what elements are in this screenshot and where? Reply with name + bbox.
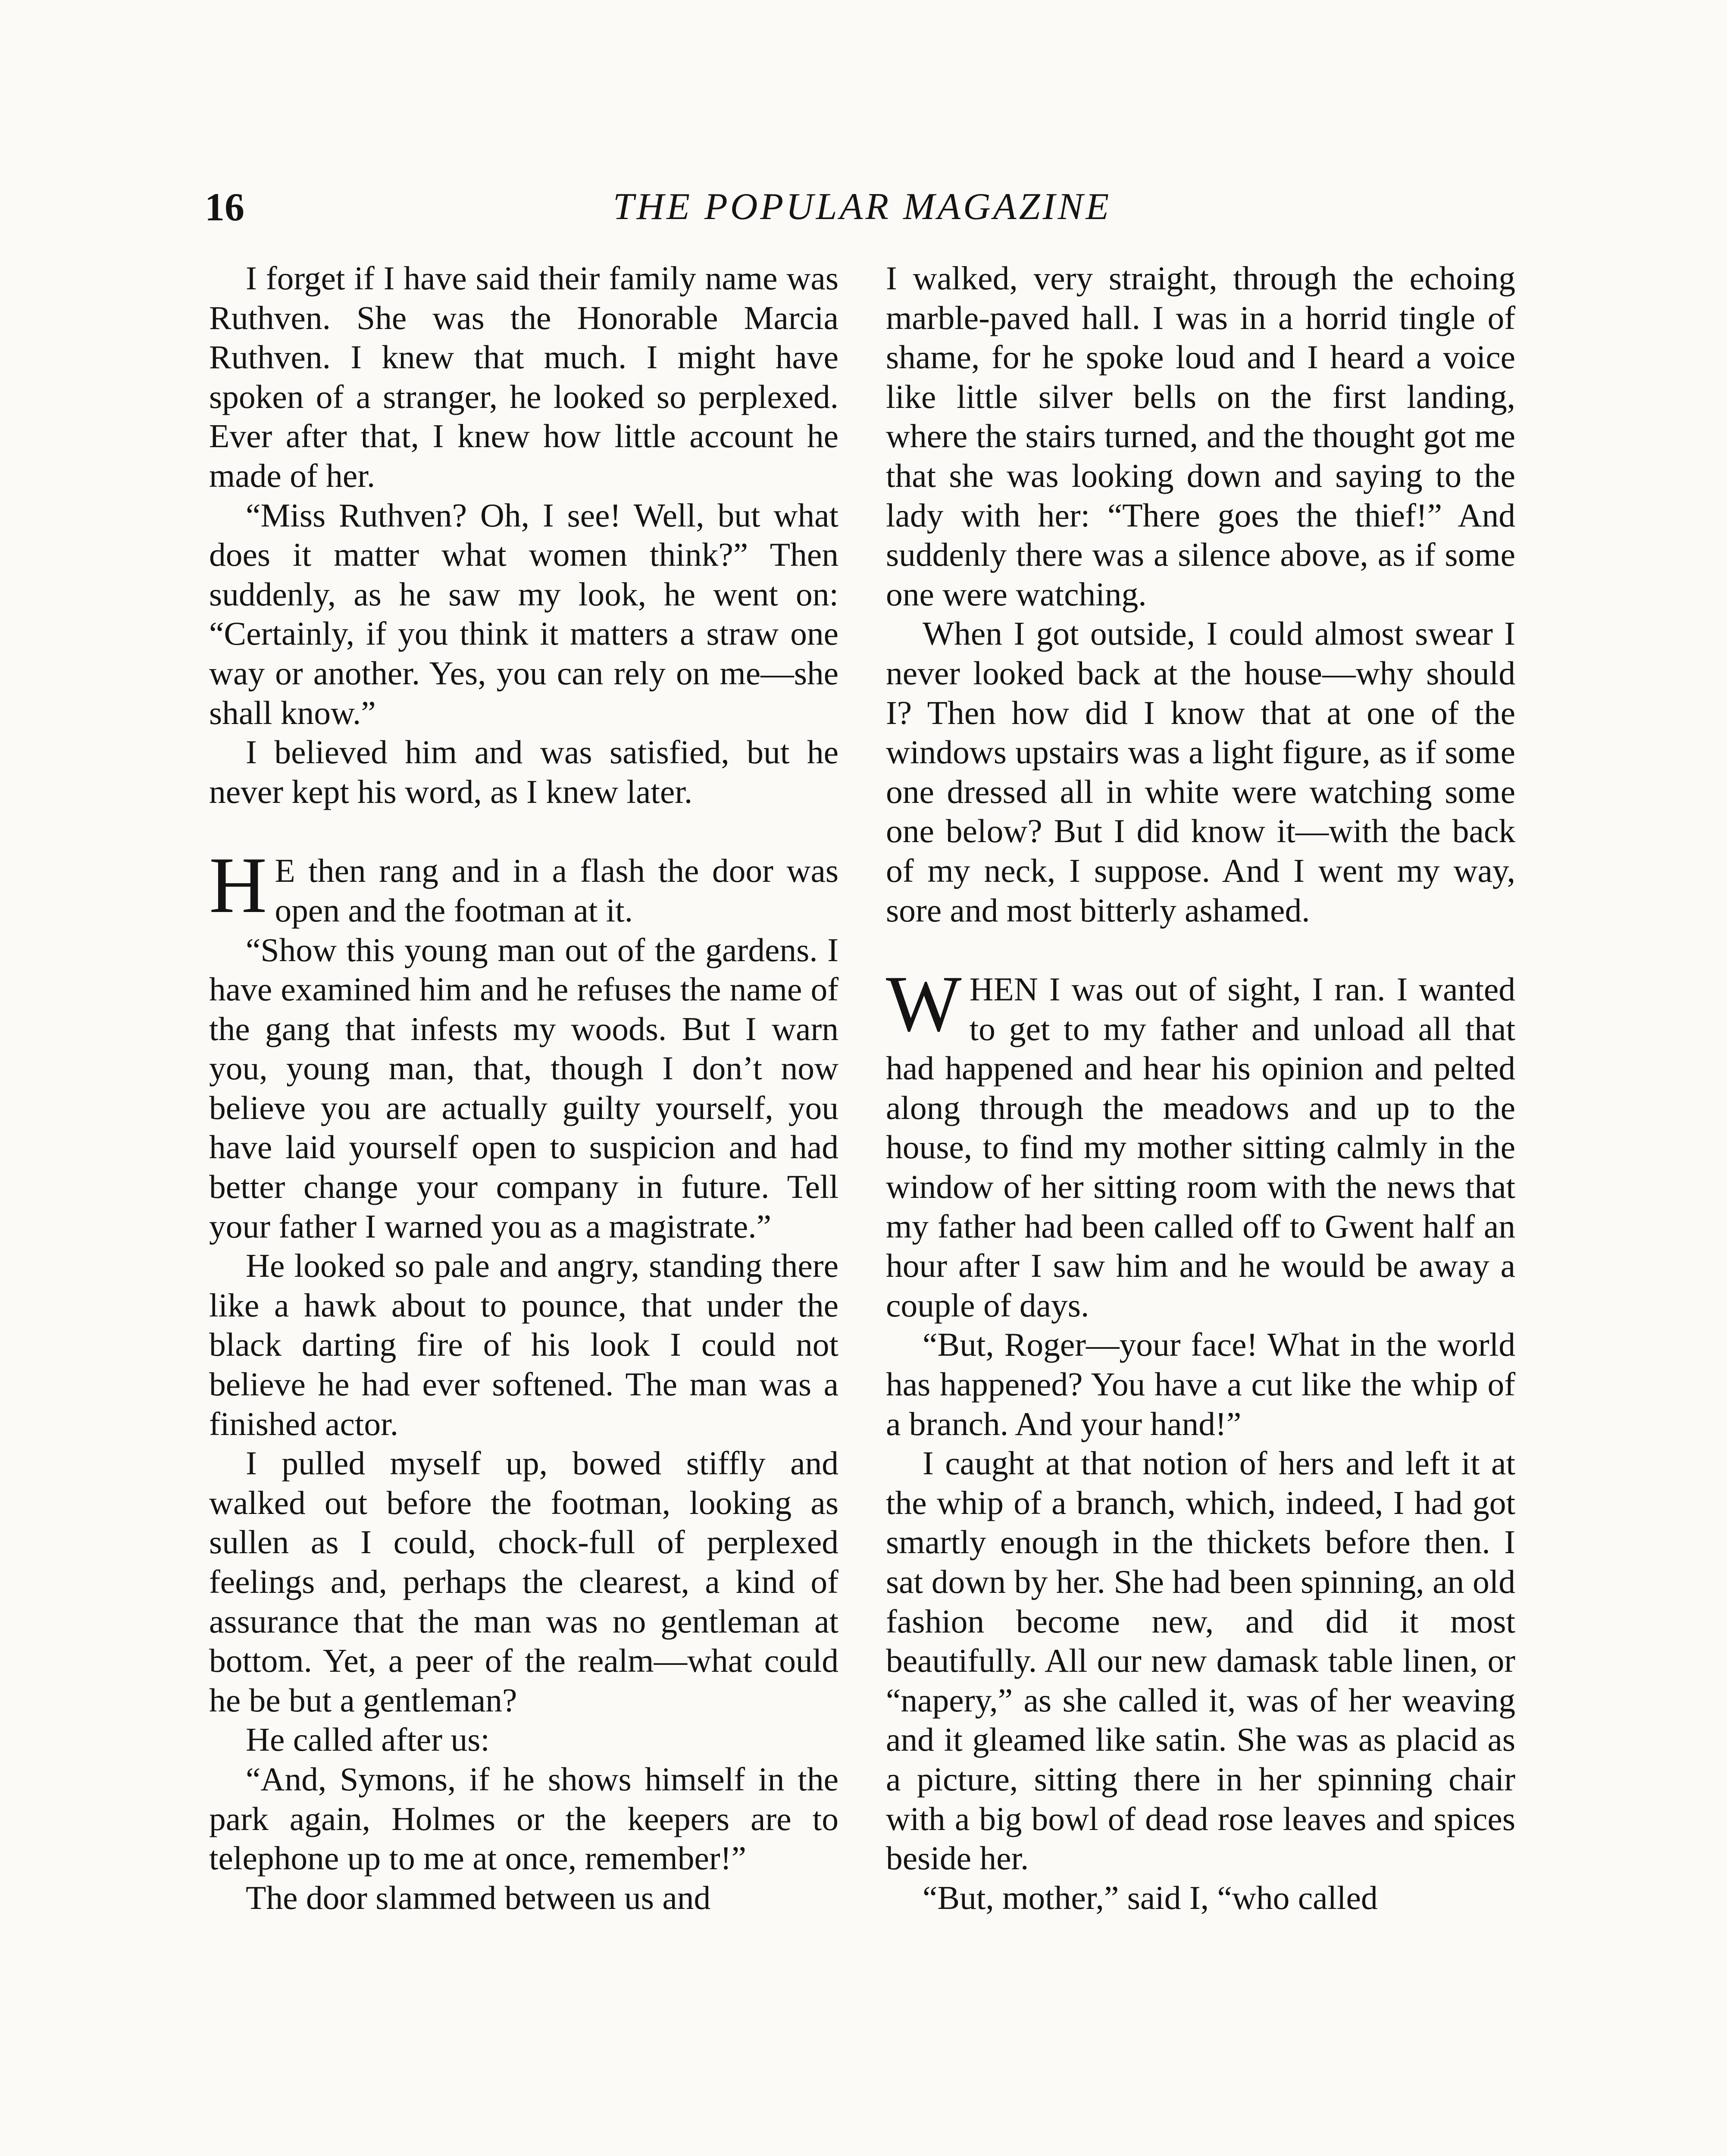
right-column (886, 259, 1515, 1918)
paragraph: “But, mother,” said I, “who called (923, 1879, 1378, 1916)
paragraph: I pulled myself up, bowed stiffly and walked out before the footman, looking as sullen as I could, chock-full of perplexed feelings and, perhaps the clearest, a kind of assurance that the man was no gentleman at bottom. Yet, a peer of the realm—what could he be but a gentleman? (209, 1445, 838, 1719)
left-column (209, 259, 838, 1918)
paragraph: “Miss Ruthven? Oh, I see! Well, but what does it matter what women think?” Then suddenly, as he saw my look, he went on: “Certainly, if you think it matters a straw one way or another. Yes, you can rely on me—she shall know.” (209, 496, 838, 731)
section-opening-paragraph (886, 959, 1515, 1325)
section-opening-text: HEN I was out of sight, I ran. I wanted to get to my father and unload all that had happened and hear his opinion and pelted along through the meadows and up to the house, to find my mother sitting calmly in the window of her sitting room with the news that my father had been called off to Gwent half an hour after I saw him and he would be away a couple of days. (886, 971, 1515, 1324)
paragraph: When I got outside, I could almost swear I never looked back at the house—why should I? Then how did I know that at one of the windows upstairs was a light figure, as if some one dressed all in white were watching some one below? But I did know it—with the back of my neck, I suppose. And I went my way, sore and most bitterly ashamed. (886, 615, 1515, 929)
paragraph: I forget if I have said their family name was Ruthven. She was the Honorable Marcia Ruthven. I knew that much. I might have spoken of a stranger, he looked so perplexed. Ever after that, I knew how little account he made of her. (209, 260, 838, 494)
paragraph: “Show this young man out of the gardens. I have examined him and he refuses the name of the gang that infests my woods. But I warn you, young man, that, though I don’t now believe you are actually guilty yourself, you have laid yourself open to suspicion and had better change your company in future. Tell your father I warned you as a magistrate.” (209, 931, 838, 1245)
paragraph: “And, Symons, if he shows himself in the park again, Holmes or the keepers are to telephone up to me at once, remember!” (209, 1760, 838, 1877)
paragraph: He called after us: (246, 1721, 490, 1758)
page-number: 16 (205, 185, 244, 229)
section-opening-paragraph (209, 841, 838, 930)
running-title: THE POPULAR MAGAZINE (613, 186, 1112, 228)
paragraph: He looked so pale and angry, standing there like a hawk about to pounce, that under the black darting fire of his look I could not believe he had ever softened. The man was a finished actor. (209, 1247, 838, 1442)
paragraph: I believed him and was satisfied, but he never kept his word, as I knew later. (209, 733, 838, 810)
page-header (205, 179, 1520, 235)
section-opening-text: E then rang and in a flash the door was open and the footman at it. (275, 852, 838, 929)
paragraph: I caught at that notion of hers and left it at the whip of a branch, which, indeed, I had got smartly enough in the thickets before then. I sat down by her. She had been spinning, an old fashion become new, and did it most beautifully. All our new damask table linen, or “napery,” as she called it, was of her weaving and it gleamed like satin. She was as placid as a picture, sitting there in her spinning chair with a big bowl of dead rose leaves and spices beside her. (886, 1445, 1515, 1877)
drop-cap: H (209, 841, 267, 930)
drop-cap: W (886, 959, 962, 1049)
paragraph: I walked, very straight, through the echoing marble-paved hall. I was in a horrid tingle of shame, for he spoke loud and I heard a voice like little silver bells on the first landing, where the stairs turned, and the thought got me that she was looking down and saying to the lady with her: “There goes the thief!” And suddenly there was a silence above, as if some one were watching. (886, 260, 1515, 613)
paragraph: The door slammed between us and (246, 1879, 711, 1916)
paragraph: “But, Roger—your face! What in the world has happened? You have a cut like the whip of a branch. And your hand!” (886, 1326, 1515, 1442)
